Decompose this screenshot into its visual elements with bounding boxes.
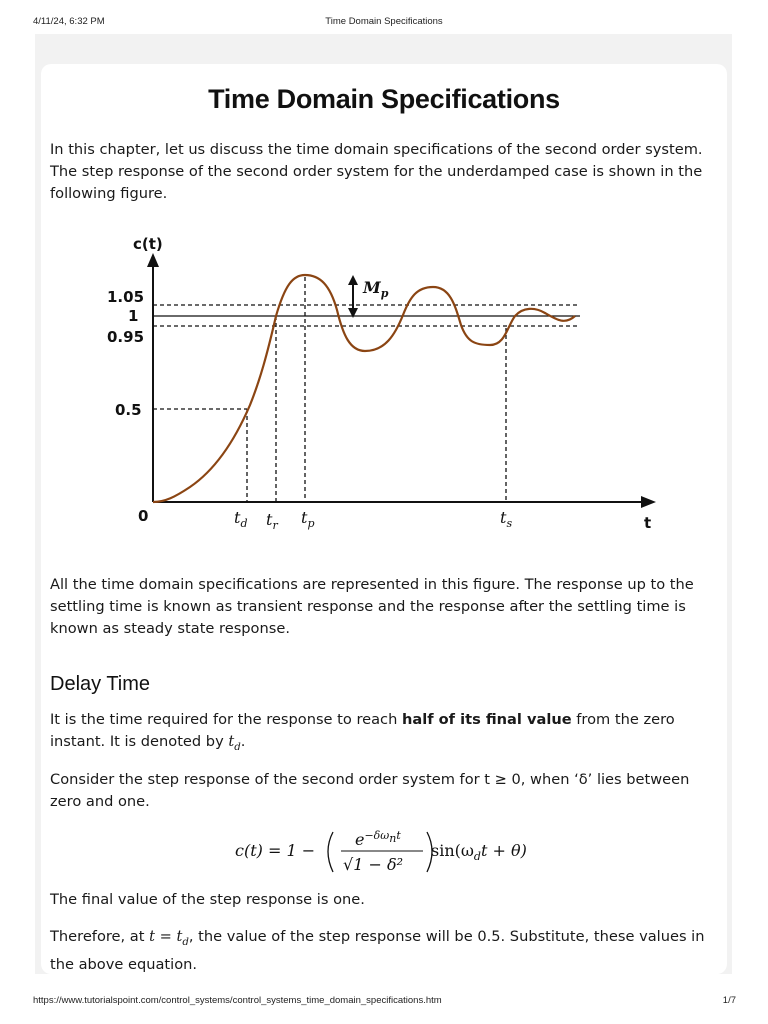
- equation-numerator: $e^{-\delta\omega}nt$: [355, 829, 401, 849]
- intro-paragraph: In this chapter, let us discuss the time domain specifications of the second order system. The step response of the second order system for the underdamped case is shown in the following figure.: [50, 141, 703, 202]
- print-header: [0, 0, 768, 34]
- tick-1: 1: [128, 307, 139, 325]
- half-final-value-emphasis: half of its final value: [401, 711, 572, 728]
- delay-time-definition: It is the time required for the response to reach half of its final value from the zero instant. It is denoted by $t_d$.: [50, 711, 675, 753]
- step-response-figure: [95, 225, 670, 540]
- equation-denominator: √1 − δ²: [343, 855, 403, 874]
- step-response-condition: Consider the step response of the second order system for t ≥ 0, when ‘δ’ lies between zero and one.: [50, 771, 690, 810]
- tick-0-95: 0.95: [107, 328, 145, 346]
- tr-label: $t_r$: [266, 510, 278, 532]
- print-datetime: 4/11/24, 6:32 PM: [33, 16, 105, 27]
- print-page-title: Time Domain Specifications: [325, 16, 443, 27]
- tp-label: $t_p$: [301, 508, 315, 530]
- tick-1-05: 1.05: [107, 288, 145, 306]
- print-url: https://www.tutorialspoint.com/control_systems/control_systems_time_domain_specifications.htm: [33, 995, 442, 1006]
- step-response-equation: [235, 826, 535, 876]
- td-label: $t_d$: [234, 508, 248, 530]
- ts-label: $t_s$: [500, 508, 513, 530]
- td-symbol: $t_d$: [228, 733, 241, 753]
- y-axis-label: c(t): [133, 235, 163, 253]
- figure-description-paragraph: All the time domain specifications are represented in this figure. The response up to the settling time is known as transient response and the response after the settling time is known as steady state response.: [50, 576, 694, 637]
- final-value-paragraph: The final value of the step response is one.: [50, 891, 365, 908]
- print-page-number: 1/7: [722, 995, 736, 1006]
- mp-label: $M_p$: [363, 278, 389, 300]
- x-axis-label: t: [644, 514, 652, 532]
- origin-label: 0: [138, 507, 149, 525]
- t-equals-td: $t = t_d$: [149, 928, 189, 948]
- y-axis-arrow: [147, 253, 159, 267]
- x-axis-arrow: [641, 496, 656, 508]
- response-curve: [153, 275, 575, 502]
- article-title: Time Domain Specifications: [208, 84, 560, 114]
- substitution-paragraph: Therefore, at $t = t_d$, the value of the step response will be 0.5. Substitute, these values in the above equation.: [50, 928, 705, 973]
- tick-0-5: 0.5: [115, 401, 142, 419]
- section-heading-delay-time: Delay Time: [50, 673, 151, 695]
- mp-arrow-top: [348, 275, 358, 285]
- equation-rhs: $\sin(\omega_dt + \theta)$: [431, 841, 527, 863]
- equation-lhs: c(t) = 1 −: [235, 841, 316, 860]
